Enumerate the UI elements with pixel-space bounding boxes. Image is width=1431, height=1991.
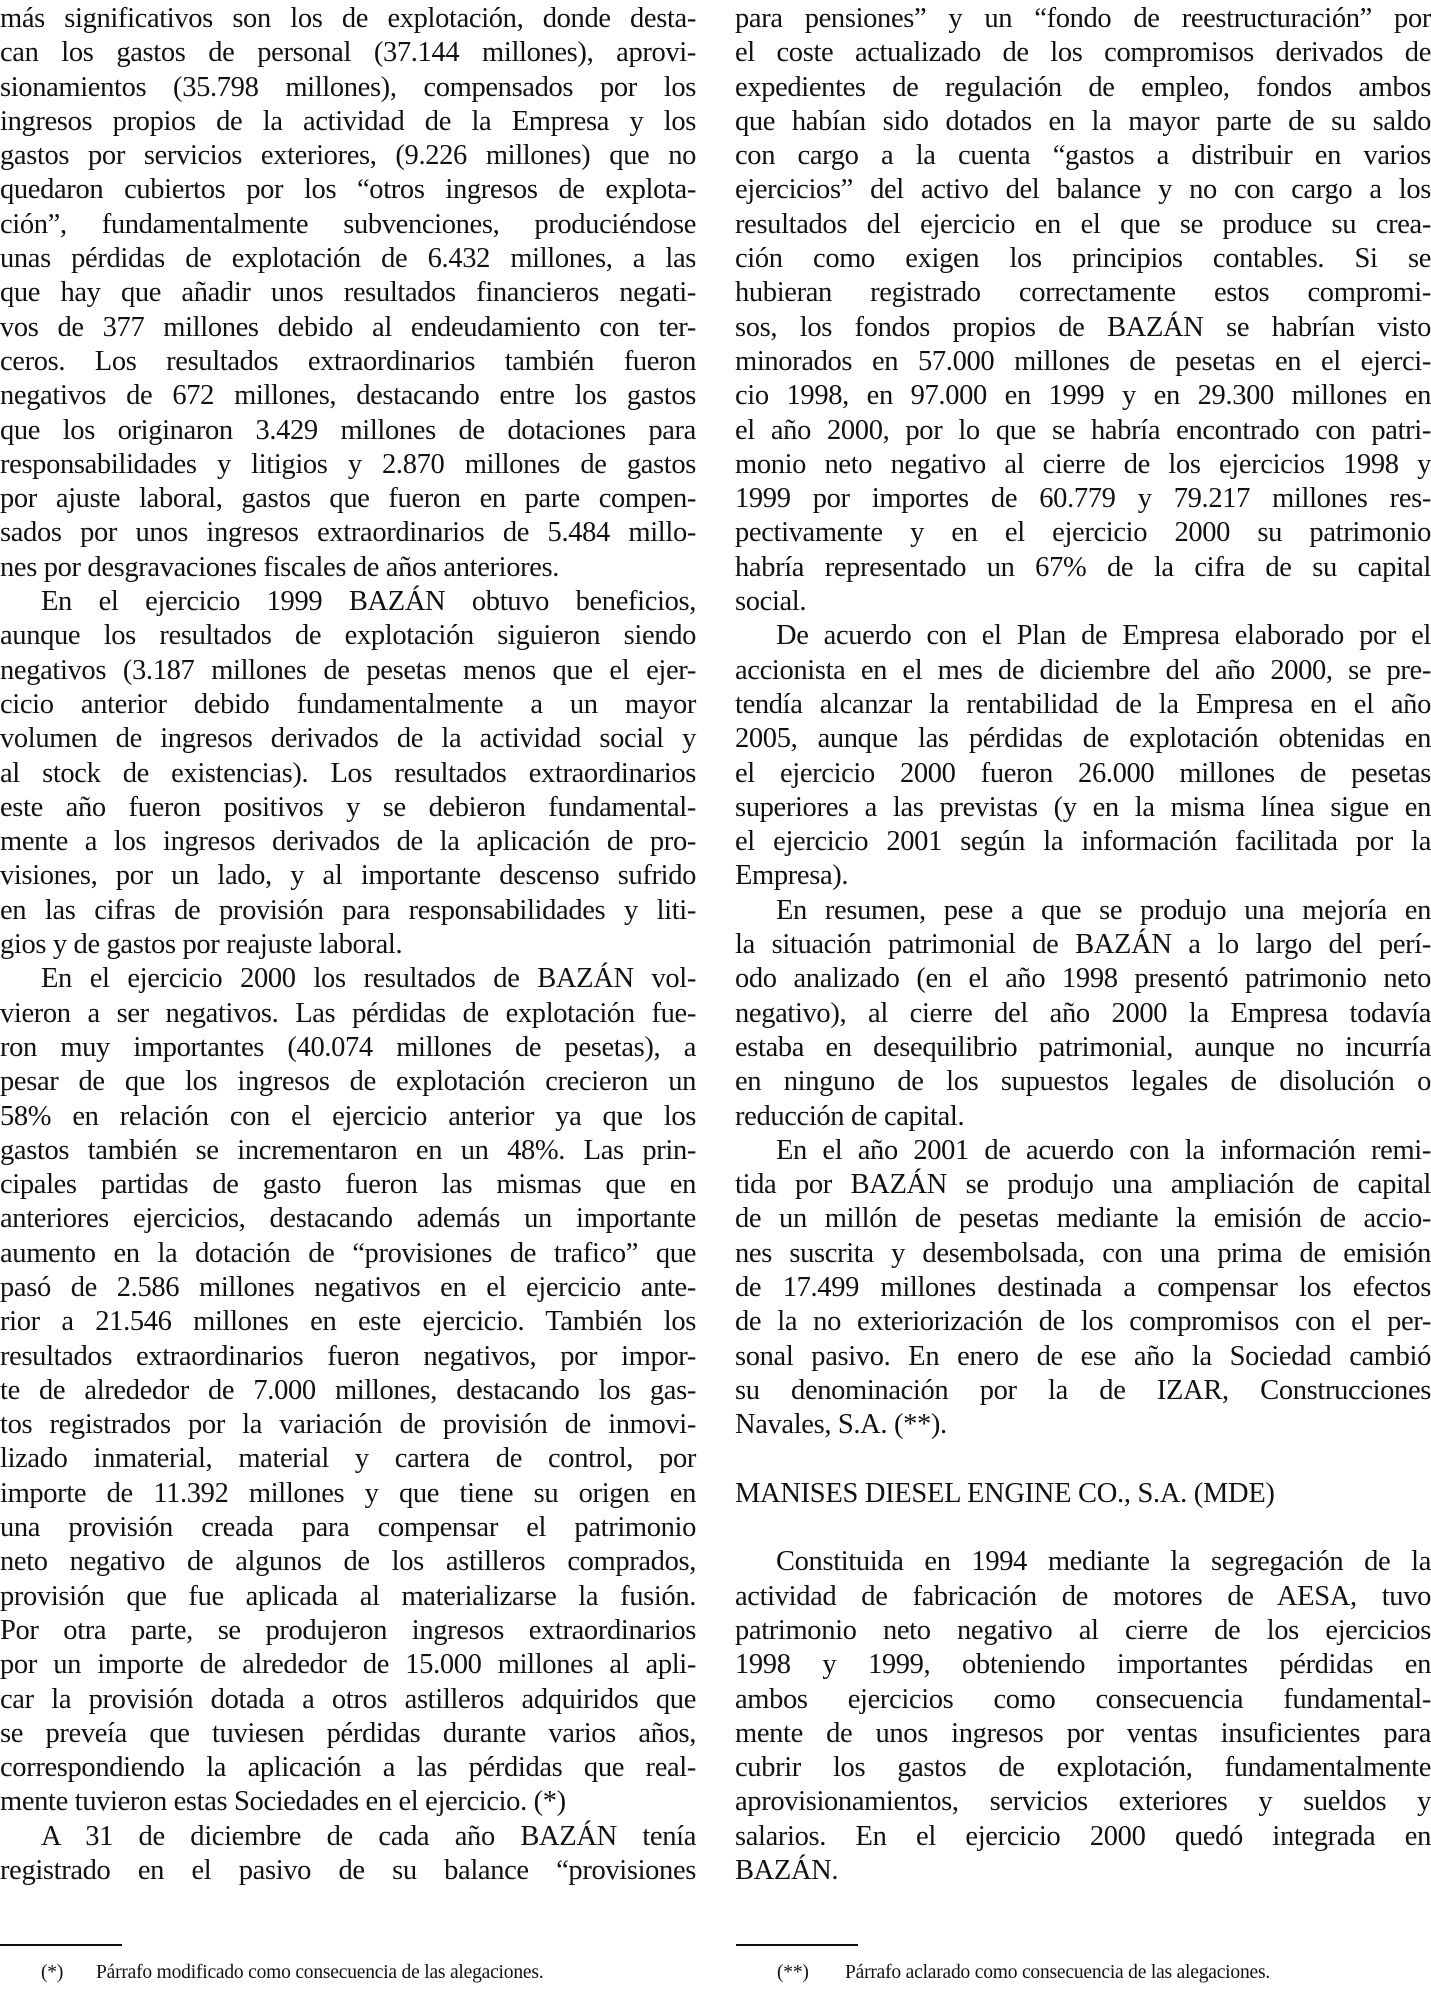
- text-line: actividad de fabricación de motores de AESA, tuvo: [735, 1580, 1431, 1612]
- text-line: aprovisionamientos, servicios exteriores y sueldos y: [735, 1786, 1431, 1818]
- footnote-divider-left: [0, 1944, 122, 1946]
- text-line: te de alrededor de 7.000 millones, destacando los gas-: [0, 1374, 696, 1406]
- text-line: neto negativo de algunos de los astilleros comprados,: [0, 1546, 696, 1578]
- text-line: tida por BAZÁN se produjo una ampliación de capital: [735, 1169, 1431, 1201]
- text-line: sos, los fondos propios de BAZÁN se habrían visto: [735, 311, 1431, 343]
- text-line: resultados del ejercicio en el que se produce su crea-: [735, 208, 1431, 240]
- text-line: ejercicios” del activo del balance y no con cargo a los: [735, 174, 1431, 206]
- text-line: aunque los resultados de explotación siguieron siendo: [0, 620, 696, 652]
- text-line: odo analizado (en el año 1998 presentó patrimonio neto: [735, 963, 1431, 995]
- spacer: [735, 1511, 1431, 1545]
- text-line: 2005, aunque las pérdidas de explotación obtenidas en: [735, 723, 1431, 755]
- text-line: habría representado un 67% de la cifra de su capital: [735, 551, 1431, 583]
- text-line: que hay que añadir unos resultados financieros negati-: [0, 277, 696, 309]
- text-line: Empresa).: [735, 860, 849, 892]
- text-line: correspondiendo la aplicación a las pérdidas que real-: [0, 1752, 696, 1784]
- paragraph: [0, 585, 696, 962]
- text-line: lizado inmaterial, material y cartera de control, por: [0, 1443, 696, 1475]
- paragraph: [735, 1545, 1431, 1888]
- footnote-divider-right: [736, 1944, 858, 1946]
- text-line: con cargo a la cuenta “gastos a distribuir en varios: [735, 140, 1431, 172]
- text-line: Por otra parte, se produjeron ingresos extraordinarios: [0, 1614, 696, 1646]
- text-line: de 17.499 millones destinada a compensar los efectos: [735, 1271, 1431, 1303]
- footnote-mark: (*): [41, 1962, 64, 1983]
- text-line: nes por desgravaciones fiscales de años anteriores.: [0, 551, 560, 583]
- paragraph: [735, 894, 1431, 1134]
- text-line: cubrir los gastos de explotación, fundamentalmente: [735, 1752, 1431, 1784]
- text-line: negativo), al cierre del año 2000 la Empresa todavía: [735, 997, 1431, 1029]
- text-line: provisión que fue aplicada al materializarse la fusión.: [0, 1580, 696, 1612]
- text-line: ingresos propios de la actividad de la Empresa y los: [0, 105, 696, 137]
- paragraph: [735, 1134, 1431, 1443]
- text-line: hubieran registrado correctamente estos compromi-: [735, 277, 1431, 309]
- text-line: unas pérdidas de explotación de 6.432 millones, a las: [0, 243, 696, 275]
- text-line: importe de 11.392 millones y que tiene su origen en: [0, 1477, 696, 1509]
- text-line: en las cifras de provisión para responsabilidades y liti-: [0, 894, 696, 926]
- text-line: ción como exigen los principios contables. Si se: [735, 243, 1431, 275]
- text-line: el coste actualizado de los compromisos derivados de: [735, 37, 1431, 69]
- text-line: minorados en 57.000 millones de pesetas en el ejerci-: [735, 345, 1431, 377]
- text-line: que habían sido dotados en la mayor parte de su saldo: [735, 105, 1431, 137]
- text-line: estaba en desequilibrio patrimonial, aunque no incurría: [735, 1031, 1431, 1063]
- text-line: al stock de existencias). Los resultados extraordinarios: [0, 757, 696, 789]
- text-line: 58% en relación con el ejercicio anterior ya que los: [0, 1100, 696, 1132]
- text-line: quedaron cubiertos por los “otros ingresos de explota-: [0, 174, 696, 206]
- text-line: su denominación por la de IZAR, Construcciones: [735, 1374, 1431, 1406]
- text-line: En el ejercicio 1999 BAZÁN obtuvo beneficios,: [41, 586, 696, 618]
- text-line: vieron a ser negativos. Las pérdidas de explotación fue-: [0, 997, 696, 1029]
- paragraph: [0, 1820, 696, 1889]
- left-column: [0, 2, 696, 1888]
- text-line: en ninguno de los supuestos legales de disolución o: [735, 1066, 1431, 1098]
- text-line: can los gastos de personal (37.144 millones), aprovi-: [0, 37, 696, 69]
- footnote-mark: (**): [777, 1962, 809, 1983]
- text-line: ceros. Los resultados extraordinarios también fueron: [0, 345, 696, 377]
- footnote-left: [41, 1960, 543, 1986]
- text-line: el ejercicio 2000 fueron 26.000 millones de pesetas: [735, 757, 1431, 789]
- text-line: este año fueron positivos y se debieron fundamental-: [0, 791, 696, 823]
- text-line: una provisión creada para compensar el patrimonio: [0, 1512, 696, 1544]
- text-line: pectivamente y en el ejercicio 2000 su patrimonio: [735, 517, 1431, 549]
- text-line: por un importe de alrededor de 15.000 millones al apli-: [0, 1649, 696, 1681]
- text-line: para pensiones” y un “fondo de reestructuración” por: [735, 3, 1431, 34]
- text-line: reducción de capital.: [735, 1100, 965, 1132]
- text-line: sonal pasivo. En enero de ese año la Sociedad cambió: [735, 1340, 1431, 1372]
- text-line: por ajuste laboral, gastos que fueron en parte compen-: [0, 483, 696, 515]
- text-line: social.: [735, 586, 807, 618]
- text-line: BAZÁN.: [735, 1855, 839, 1887]
- text-line: En resumen, pese a que se produjo una mejoría en: [776, 894, 1431, 926]
- paragraph: [735, 619, 1431, 893]
- text-line: pesar de que los ingresos de explotación crecieron un: [0, 1066, 696, 1098]
- text-line: sados por unos ingresos extraordinarios de 5.484 millo-: [0, 517, 696, 549]
- text-line: gios y de gastos por reajuste laboral.: [0, 929, 403, 961]
- text-line: sionamientos (35.798 millones), compensados por los: [0, 71, 696, 103]
- text-line: pasó de 2.586 millones negativos en el ejercicio ante-: [0, 1271, 696, 1303]
- text-line: el año 2000, por lo que se habría encontrado con patri-: [735, 414, 1431, 446]
- text-line: mente de unos ingresos por ventas insuficientes para: [735, 1717, 1431, 1749]
- spacer: [735, 1442, 1431, 1476]
- text-line: Navales, S.A. (**).: [735, 1409, 947, 1441]
- text-line: visiones, por un lado, y al importante descenso sufrido: [0, 860, 696, 892]
- text-line: mente tuvieron estas Sociedades en el ejercicio. (*): [0, 1786, 566, 1818]
- footnote-right: [777, 1960, 1270, 1986]
- text-line: car la provisión dotada a otros astilleros adquiridos que: [0, 1683, 696, 1715]
- footnote-text: Párrafo modificado como consecuencia de las alegaciones.: [96, 1962, 544, 1983]
- text-line: anteriores ejercicios, destacando además un importante: [0, 1203, 696, 1235]
- text-line: rior a 21.546 millones en este ejercicio. También los: [0, 1306, 696, 1338]
- text-line: A 31 de diciembre de cada año BAZÁN tenía: [41, 1820, 696, 1852]
- right-column: [735, 2, 1431, 1888]
- text-line: salarios. En el ejercicio 2000 quedó integrada en: [735, 1820, 1431, 1852]
- text-line: vos de 377 millones debido al endeudamiento con ter-: [0, 311, 696, 343]
- text-line: expedientes de regulación de empleo, fondos ambos: [735, 71, 1431, 103]
- text-line: cipales partidas de gasto fueron las mismas que en: [0, 1169, 696, 1201]
- text-line: tos registrados por la variación de provisión de inmovi-: [0, 1409, 696, 1441]
- text-line: se preveía que tuviesen pérdidas durante varios años,: [0, 1717, 696, 1749]
- text-line: ción”, fundamentalmente subvenciones, produciéndose: [0, 208, 696, 240]
- text-line: superiores a las previstas (y en la misma línea sigue en: [735, 791, 1431, 823]
- text-line: patrimonio neto negativo al cierre de los ejercicios: [735, 1614, 1431, 1646]
- text-line: cio 1998, en 97.000 en 1999 y en 29.300 millones en: [735, 380, 1431, 412]
- text-line: tendía alcanzar la rentabilidad de la Empresa en el año: [735, 688, 1431, 720]
- text-line: la situación patrimonial de BAZÁN a lo largo del perí-: [735, 929, 1431, 961]
- text-line: nes suscrita y desembolsada, con una prima de emisión: [735, 1237, 1431, 1269]
- text-line: de la no exteriorización de los compromisos con el per-: [735, 1306, 1431, 1338]
- text-line: responsabilidades y litigios y 2.870 millones de gastos: [0, 448, 696, 480]
- text-line: resultados extraordinarios fueron negativos, por impor-: [0, 1340, 696, 1372]
- text-line: accionista en el mes de diciembre del año 2000, se pre-: [735, 654, 1431, 686]
- paragraph: [735, 2, 1431, 619]
- text-line: En el año 2001 de acuerdo con la información remi-: [776, 1134, 1431, 1166]
- text-line: 1998 y 1999, obteniendo importantes pérdidas en: [735, 1649, 1431, 1681]
- text-line: negativos de 672 millones, destacando entre los gastos: [0, 380, 696, 412]
- text-line: aumento en la dotación de “provisiones de trafico” que: [0, 1237, 696, 1269]
- text-line: más significativos son los de explotación, donde desta-: [0, 3, 696, 34]
- text-line: negativos (3.187 millones de pesetas menos que el ejer-: [0, 654, 696, 686]
- text-line: que los originaron 3.429 millones de dotaciones para: [0, 414, 696, 446]
- text-line: 1999 por importes de 60.779 y 79.217 millones res-: [735, 483, 1431, 515]
- text-line: gastos por servicios exteriores, (9.226 millones) que no: [0, 140, 696, 172]
- footnote-text: Párrafo aclarado como consecuencia de las alegaciones.: [845, 1962, 1271, 1983]
- text-line: el ejercicio 2001 según la información facilitada por la: [735, 826, 1431, 858]
- text-line: volumen de ingresos derivados de la actividad social y: [0, 723, 696, 755]
- text-line: registrado en el pasivo de su balance “provisiones: [0, 1855, 696, 1887]
- paragraph: [0, 962, 696, 1819]
- text-line: De acuerdo con el Plan de Empresa elaborado por el: [776, 620, 1431, 652]
- text-line: gastos también se incrementaron en un 48%. Las prin-: [0, 1134, 696, 1166]
- text-line: ron muy importantes (40.074 millones de pesetas), a: [0, 1031, 696, 1063]
- text-line: Constituida en 1994 mediante la segregación de la: [776, 1546, 1431, 1578]
- text-line: ambos ejercicios como consecuencia fundamental-: [735, 1683, 1431, 1715]
- text-line: monio neto negativo al cierre de los ejercicios 1998 y: [735, 448, 1431, 480]
- paragraph: [0, 2, 696, 585]
- text-line: En el ejercicio 2000 los resultados de BAZÁN vol-: [41, 963, 696, 995]
- text-line: mente a los ingresos derivados de la aplicación de pro-: [0, 826, 696, 858]
- section-heading: MANISES DIESEL ENGINE CO., S.A. (MDE): [735, 1477, 1275, 1509]
- text-line: de un millón de pesetas mediante la emisión de accio-: [735, 1203, 1431, 1235]
- text-line: cicio anterior debido fundamentalmente a un mayor: [0, 688, 696, 720]
